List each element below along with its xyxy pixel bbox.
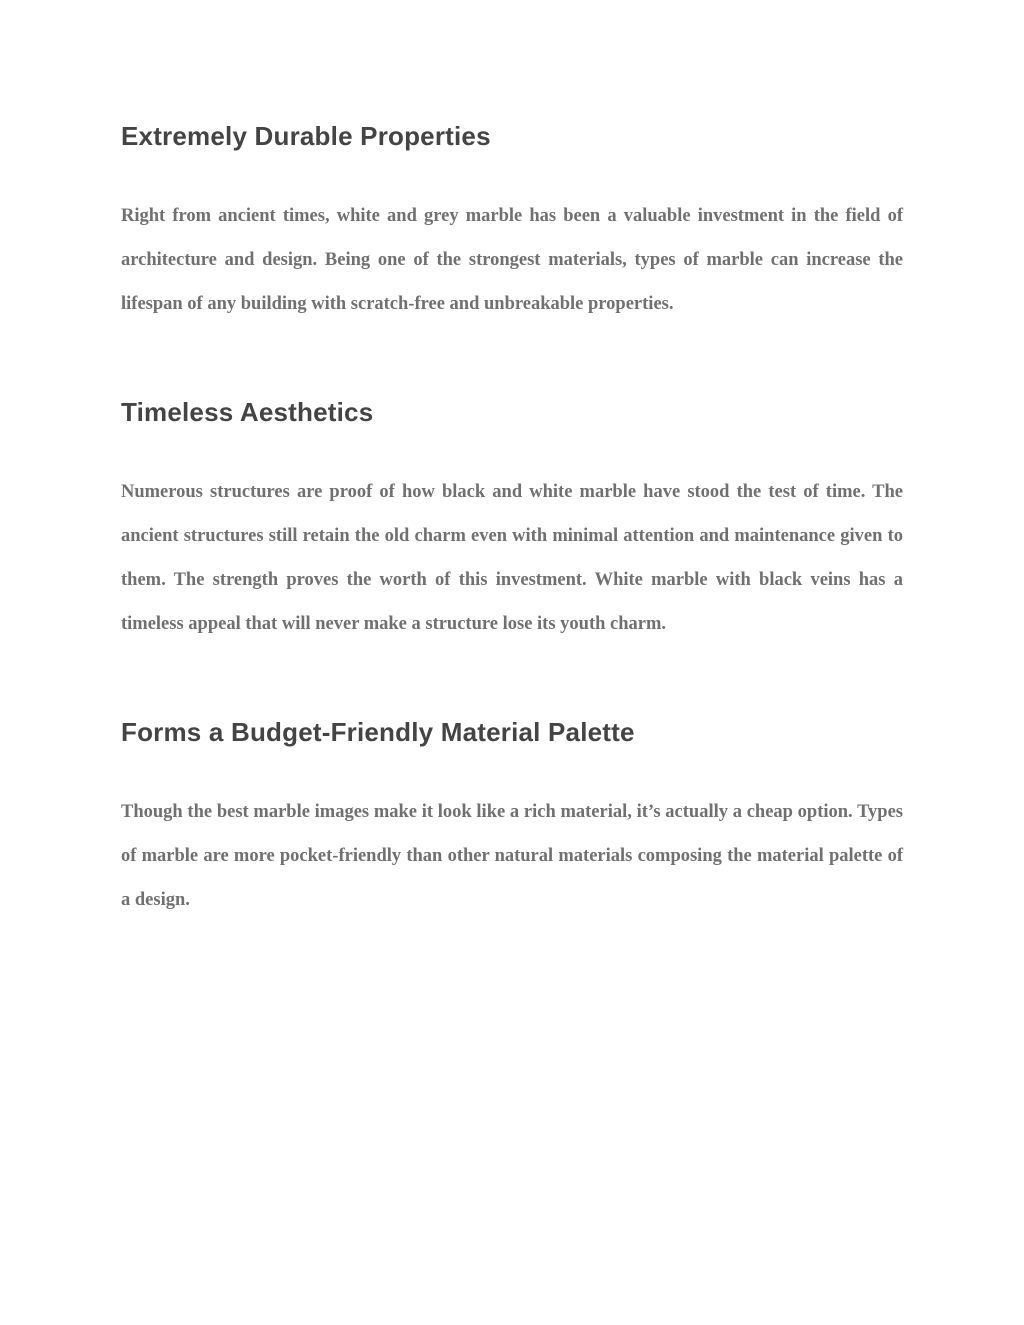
section-paragraph-timeless-aesthetics: Numerous structures are proof of how black and white marble have stood the test of time. The ancient structures still retain the old charm even with minimal attention and maintenance given to them. The strength proves the worth of this investment. White marble with black veins has a timeless appeal that will never make a structure lose its youth charm. <box>121 482 903 634</box>
section-heading-durable-properties: Extremely Durable Properties <box>121 121 491 151</box>
section-heading-timeless-aesthetics: Timeless Aesthetics <box>121 397 374 427</box>
section-paragraph-durable-properties: Right from ancient times, white and grey marble has been a valuable investment in the field of architecture and design. Being one of the strongest materials, types of marble can increase the lifespan of any building with scratch-free and unbreakable properties. <box>121 206 903 314</box>
section-heading-budget-friendly: Forms a Budget-Friendly Material Palette <box>121 717 635 747</box>
section-paragraph-budget-friendly: Though the best marble images make it look like a rich material, it’s actually a cheap option. Types of marble are more pocket-friendly than other natural materials composing the material palette of a design. <box>121 802 903 910</box>
